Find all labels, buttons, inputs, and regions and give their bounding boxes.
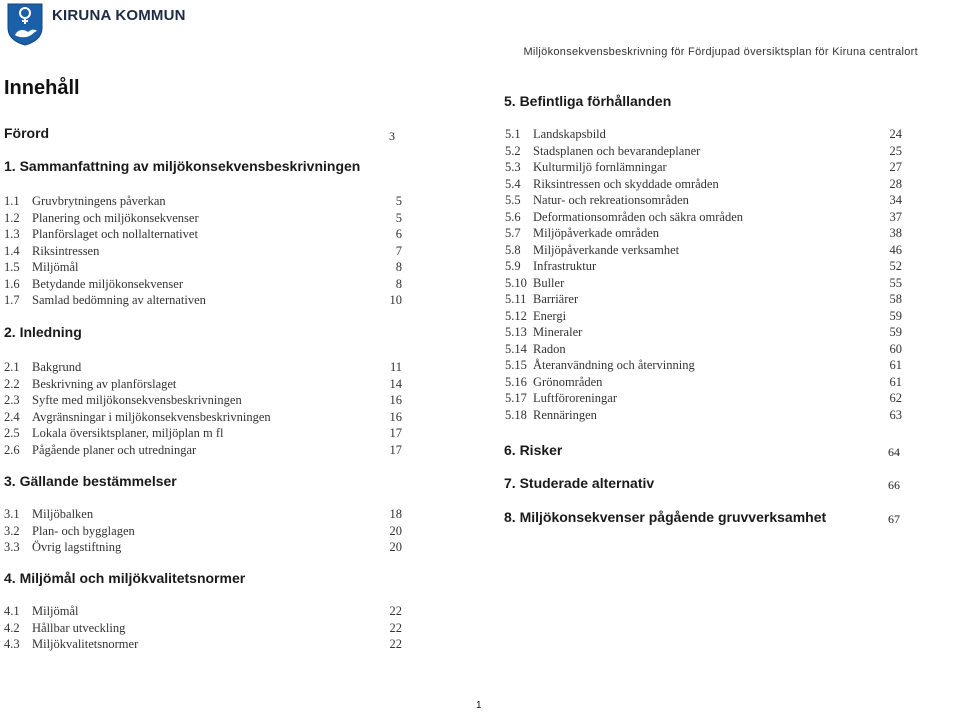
page-number: 61	[889, 358, 902, 372]
entry-label: Landskapsbild	[533, 127, 606, 141]
page-number: 20	[389, 540, 402, 554]
toc-entry[interactable]	[505, 209, 902, 225]
entry-label: Pågående planer och utredningar	[32, 442, 197, 457]
toc-entry[interactable]	[505, 390, 902, 406]
page-number: 5	[395, 210, 402, 225]
toc-entry[interactable]	[4, 259, 402, 275]
entry-label: Rennäringen	[533, 407, 597, 422]
kommun-logo	[6, 2, 44, 46]
entry-number: 5.14	[505, 341, 527, 356]
entry-label: Riksintressen	[32, 243, 100, 258]
entry-label: Bakgrund	[32, 360, 82, 374]
entry-label: Deformationsområden och säkra områden	[533, 209, 743, 224]
footer-page-number: 1	[476, 700, 482, 711]
entry-label: Miljökvalitetsnormer	[32, 637, 139, 651]
entry-number: 2.3	[4, 393, 20, 407]
toc-entry[interactable]	[505, 159, 902, 175]
entry-number: 5.4	[505, 176, 521, 191]
page-number: 14	[389, 376, 402, 391]
page-number: 22	[389, 637, 402, 651]
toc-entry[interactable]	[4, 539, 402, 555]
entry-number: 1.1	[4, 194, 20, 208]
entry-number: 3.1	[4, 507, 20, 521]
section-heading[interactable]: 4. Miljömål och miljökvalitetsnormer	[4, 570, 246, 586]
page-number: 17	[389, 442, 402, 457]
entry-number: 5.11	[505, 292, 527, 306]
entry-number: 2.2	[4, 376, 20, 391]
page-number: 16	[389, 409, 402, 424]
toc-entry[interactable]	[505, 275, 902, 291]
page-number: 61	[889, 374, 902, 389]
entry-number: 2.5	[4, 426, 20, 440]
entry-number: 5.16	[505, 374, 527, 389]
page-number: 28	[889, 176, 902, 191]
section-heading[interactable]: 8. Miljökonsekvenser pågående gruvverksamhet	[504, 509, 827, 525]
toc-entry[interactable]	[505, 291, 902, 307]
entry-number: 5.2	[505, 143, 521, 158]
entry-number: 5.15	[505, 358, 527, 372]
document-title: Miljökonsekvensbeskrivning för Fördjupad översiktsplan för Kiruna centralort	[523, 46, 918, 58]
entry-label: Riksintressen och skyddade områden	[533, 176, 719, 191]
entry-label: Beskrivning av planförslaget	[32, 376, 177, 391]
page-number: 46	[889, 242, 902, 257]
entry-number: 4.3	[4, 637, 20, 651]
toc-entry[interactable]	[4, 276, 402, 292]
toc-entry[interactable]	[4, 226, 402, 242]
page-number: 55	[889, 275, 902, 290]
entry-label: Samlad bedömning av alternativen	[32, 293, 206, 307]
page-number: 5	[395, 194, 402, 208]
entry-label: Energi	[533, 308, 567, 323]
entry-label: Infrastruktur	[533, 259, 597, 273]
toc-entry[interactable]	[4, 425, 402, 441]
entry-number: 5.7	[505, 226, 521, 240]
page-number: 63	[889, 407, 902, 422]
toc-entry[interactable]	[505, 308, 902, 324]
toc-entry[interactable]	[4, 243, 402, 259]
toc-entry[interactable]	[4, 376, 402, 392]
entry-label: Återanvändning och återvinning	[533, 358, 695, 372]
entry-number: 2.1	[4, 360, 20, 374]
toc-entry[interactable]	[4, 193, 402, 209]
entry-number: 1.2	[4, 210, 20, 225]
entry-number: 5.1	[505, 127, 521, 141]
entry-number: 5.8	[505, 242, 521, 257]
entry-label: Barriärer	[533, 292, 579, 306]
entry-number: 5.9	[505, 259, 521, 273]
entry-label: Hållbar utveckling	[32, 620, 126, 635]
toc-entry[interactable]	[505, 225, 902, 241]
entry-label: Miljömål	[32, 604, 79, 618]
toc-entry[interactable]	[4, 442, 402, 458]
entry-number: 5.12	[505, 308, 527, 323]
page-number: 20	[389, 523, 402, 538]
entry-label: Miljömål	[32, 260, 79, 274]
entry-label: Syfte med miljökonsekvensbeskrivningen	[32, 393, 242, 407]
entry-number: 1.6	[4, 276, 20, 291]
toc-entry[interactable]	[505, 126, 902, 142]
toc-entry[interactable]	[4, 210, 402, 226]
toc-entry[interactable]	[4, 292, 402, 308]
page-number: 37	[889, 209, 902, 224]
page-number: 8	[395, 276, 402, 291]
toc-entry[interactable]	[505, 374, 902, 390]
entry-label: Plan- och bygglagen	[32, 523, 135, 538]
entry-label: Gruvbrytningens påverkan	[32, 194, 166, 208]
entry-number: 5.5	[505, 193, 521, 207]
toc-entry[interactable]	[505, 341, 902, 357]
toc-entry[interactable]	[505, 242, 902, 258]
entry-number: 5.10	[505, 275, 527, 290]
section-heading[interactable]: 5. Befintliga förhållanden	[504, 93, 672, 109]
toc-entry[interactable]	[505, 258, 902, 274]
page-number: 7	[395, 243, 402, 258]
toc-entry[interactable]	[505, 176, 902, 192]
page-number: 59	[889, 325, 902, 339]
entry-label: Planförslaget och nollalternativet	[32, 227, 198, 241]
entry-number: 2.6	[4, 442, 20, 457]
page-number: 24	[889, 127, 902, 141]
entry-number: 5.18	[505, 407, 527, 422]
entry-number: 5.13	[505, 325, 527, 339]
entry-number: 3.2	[4, 523, 20, 538]
entry-label: Förord	[4, 125, 50, 141]
page-number: 11	[389, 360, 402, 374]
page-number: 59	[889, 308, 902, 323]
toc-entry[interactable]	[4, 359, 402, 375]
entry-label: Övrig lagstiftning	[32, 540, 122, 554]
entry-number: 1.5	[4, 260, 20, 274]
toc-entry[interactable]	[4, 392, 402, 408]
toc-entry[interactable]	[4, 636, 402, 652]
entry-number: 5.3	[505, 160, 521, 174]
toc-entry[interactable]	[4, 620, 402, 636]
section-heading[interactable]: 3. Gällande bestämmelser	[4, 473, 177, 489]
page-number: 58	[889, 292, 902, 306]
entry-number: 4.1	[4, 604, 20, 618]
toc-entry[interactable]	[505, 407, 902, 423]
page-number: 22	[389, 620, 402, 635]
page-number: 3	[389, 129, 395, 143]
entry-number: 1.4	[4, 243, 20, 258]
toc-heading: Innehåll	[4, 77, 80, 99]
page-number: 34	[889, 193, 902, 207]
toc-entry[interactable]	[4, 603, 402, 619]
entry-label: Betydande miljökonsekvenser	[32, 276, 184, 291]
toc-entry[interactable]	[505, 192, 902, 208]
entry-label: Mineraler	[533, 325, 583, 339]
entry-number: 1.3	[4, 227, 20, 241]
page-number: 66	[888, 478, 900, 492]
page-number: 64	[888, 445, 900, 459]
entry-number: 1.7	[4, 293, 20, 307]
entry-label: Miljöpåverkade områden	[533, 226, 659, 240]
entry-label: Kulturmiljö fornlämningar	[533, 160, 667, 174]
section-heading[interactable]: 7. Studerade alternativ	[504, 475, 655, 491]
page-number: 18	[389, 507, 402, 521]
entry-number: 2.4	[4, 409, 20, 424]
page-number: 62	[889, 391, 902, 405]
entry-label: Stadsplanen och bevarandeplaner	[533, 143, 701, 158]
entry-label: Natur- och rekreationsområden	[533, 193, 689, 207]
entry-number: 4.2	[4, 620, 20, 635]
organization-name: KIRUNA KOMMUN	[52, 7, 186, 24]
page-number: 10	[389, 293, 402, 307]
entry-label: Grönområden	[533, 374, 603, 389]
page-number: 22	[389, 604, 402, 618]
page-number: 8	[395, 260, 402, 274]
entry-label: Lokala översiktsplaner, miljöplan m fl	[32, 426, 224, 440]
entry-label: Buller	[533, 275, 565, 290]
page-number: 25	[889, 143, 902, 158]
entry-number: 5.17	[505, 391, 527, 405]
entry-label: Avgränsningar i miljökonsekvensbeskrivningen	[32, 409, 271, 424]
toc-entry[interactable]	[4, 506, 402, 522]
section-heading[interactable]: 1. Sammanfattning av miljökonsekvensbeskrivningen	[4, 158, 361, 174]
entry-label: Luftföroreningar	[533, 391, 617, 405]
entry-number: 5.6	[505, 209, 521, 224]
toc-entry[interactable]	[505, 143, 902, 159]
entry-number: 3.3	[4, 540, 20, 554]
toc-entry[interactable]	[4, 523, 402, 539]
page-number: 6	[395, 227, 402, 241]
page-number: 60	[889, 341, 902, 356]
toc-entry-forord[interactable]	[4, 125, 49, 141]
entry-label: Miljöbalken	[32, 507, 94, 521]
page-number: 27	[889, 160, 902, 174]
page-number: 67	[888, 512, 900, 526]
entry-label: Miljöpåverkande verksamhet	[533, 242, 680, 257]
toc-entry[interactable]	[505, 357, 902, 373]
page-number: 52	[889, 259, 902, 273]
toc-entry[interactable]	[4, 409, 402, 425]
page-number: 38	[889, 226, 902, 240]
section-heading[interactable]: 2. Inledning	[4, 324, 82, 340]
toc-entry[interactable]	[505, 324, 902, 340]
page-number: 17	[389, 426, 402, 440]
entry-label: Radon	[533, 341, 566, 356]
section-heading[interactable]: 6. Risker	[504, 442, 563, 458]
page-number: 16	[389, 393, 402, 407]
entry-label: Planering och miljökonsekvenser	[32, 210, 199, 225]
